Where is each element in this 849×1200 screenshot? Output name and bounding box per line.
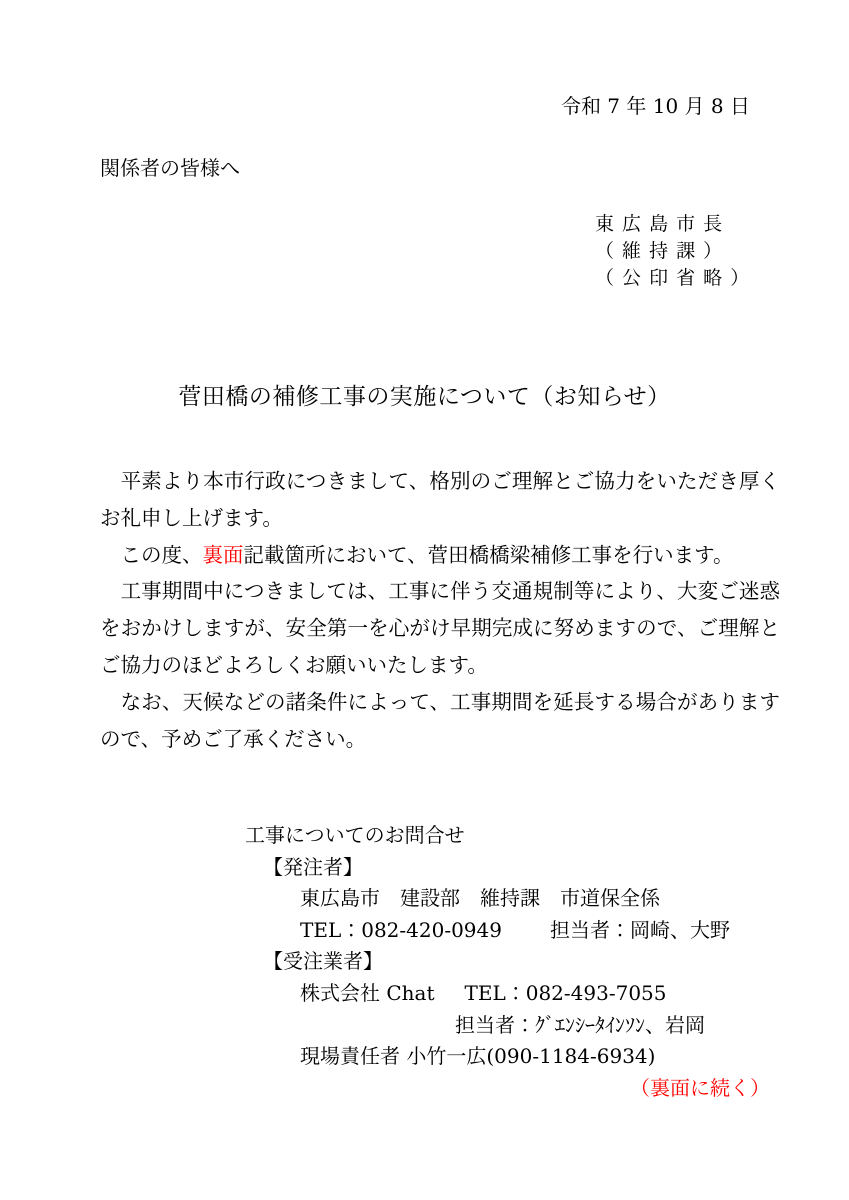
backside-reference-highlight: 裏面 bbox=[202, 542, 244, 567]
contractor-person: 担当者：ｸﾞｴﾝｼｰﾀｲﾝｿﾝ、岩岡 bbox=[455, 1012, 705, 1037]
orderer-label: 【発注者】 bbox=[263, 854, 363, 879]
orderer-person: 担当者：岡崎、大野 bbox=[549, 917, 730, 942]
sender-block bbox=[595, 211, 750, 292]
recipient-line: 関係者の皆様へ bbox=[100, 156, 240, 180]
site-manager: 現場責任者 小竹一広(090-1184-6934) bbox=[300, 1044, 656, 1069]
announcement-lead: この度、 bbox=[100, 542, 203, 567]
continuation-note: （裏面に続く） bbox=[630, 1076, 770, 1100]
announcement-rest: 記載箇所において、菅田橋橋梁補修工事を行います。 bbox=[243, 542, 734, 567]
orderer-tel: TEL：082-420-0949 bbox=[300, 917, 502, 942]
document-date: 令和 7 年 10 月 8 日 bbox=[560, 94, 750, 118]
paragraph-greeting: 平素より本市行政につきまして、格別のご理解とご協力をいただき厚くお礼申し上げます。 bbox=[100, 469, 780, 530]
orderer-contact-line bbox=[0, 915, 849, 947]
sender-name: 東 広 島 市 長 bbox=[595, 213, 724, 235]
paragraph-announcement bbox=[100, 537, 780, 574]
contractor-company: 株式会社 Chat bbox=[300, 980, 435, 1005]
paragraph-apology: 工事期間中につきましては、工事に伴う交通規制等により、大変ご迷惑をおかけしますが、安全第一を心がけ早期完成に努めますので、ご理解とご協力のほどよろしくお願いいたします。 bbox=[100, 579, 780, 677]
body-text bbox=[100, 463, 780, 757]
contractor-tel: TEL：082-493-7055 bbox=[464, 980, 667, 1005]
contact-section bbox=[0, 820, 849, 1073]
contact-heading: 工事についてのお問合せ bbox=[245, 823, 465, 847]
document-title: 菅田橋の補修工事の実施について（お知らせ） bbox=[178, 384, 671, 410]
contractor-label: 【受注業者】 bbox=[263, 949, 383, 974]
sender-department: （ 維 持 課 ） bbox=[595, 240, 724, 262]
orderer-organization: 東広島市 建設部 維持課 市道保全係 bbox=[300, 886, 660, 911]
sender-seal-note: （ 公 印 省 略 ） bbox=[595, 267, 751, 289]
paragraph-caveat: なお、天候などの諸条件によって、工事期間を延長する場合がありますので、予めご了承ください。 bbox=[100, 689, 780, 751]
contractor-line bbox=[0, 978, 849, 1010]
